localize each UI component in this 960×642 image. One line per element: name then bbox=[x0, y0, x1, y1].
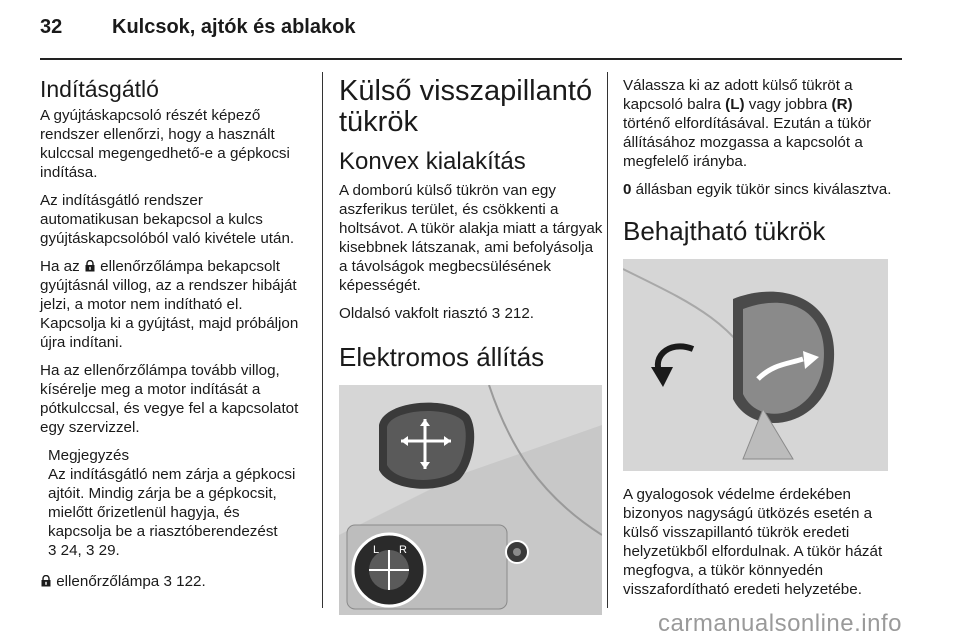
paragraph bbox=[623, 180, 903, 199]
note-body: Az indításgátló nem zárja a gépkocsi ajtóit. Mindig zárja be a gépkocsit, mielőtt őrizetlenül hagyja, és kapcsolja be a riasztóberendezést bbox=[48, 466, 296, 540]
column-3 bbox=[623, 76, 903, 608]
text: állásban egyik tükör sincs kiválasztva. bbox=[631, 181, 892, 198]
sub-heading: Konvex kialakítás bbox=[339, 148, 526, 175]
sub-heading: Elektromos állítás bbox=[339, 342, 545, 372]
sub-heading: Behajtható tükrök bbox=[623, 216, 826, 246]
paragraph: A gyalogosok védelme érdekében bizonyos nagyságú ütközés esetén a külső visszapillantó tükrök eredeti helyzetükből elfordulnak. A tükör házát megfogva, a tükör könnyedén visszafordítható eredeti helyzetébe. bbox=[623, 486, 883, 598]
immobiliser-lock-icon bbox=[40, 575, 52, 587]
column-1 bbox=[40, 76, 305, 600]
bold-text: 0 bbox=[623, 181, 632, 198]
paragraph: Az indításgátló rendszer automatikusan bekapcsol a kulcs gyújtáskapcsolóból való kivétele után. bbox=[40, 192, 295, 247]
text: vagy jobbra bbox=[744, 96, 832, 113]
bold-text: (R) bbox=[831, 96, 853, 113]
folding-mirror-illustration bbox=[623, 259, 888, 471]
watermark: carmanualsonline.info bbox=[658, 610, 902, 637]
page-header bbox=[40, 16, 355, 39]
paragraph: A domború külső tükrön van egy aszferikus terület, és csökkenti a holtsávot. A tükör alakja miatt a tárgyak kisebbnek látszanak, ami befolyásolja a távolságok megbecsülésének képességét. bbox=[339, 182, 603, 294]
paragraph bbox=[40, 572, 305, 591]
paragraph: Ha az ellenőrzőlámpa tovább villog, kísérelje meg a motor indítását a pótkulccsal, és vegye fel a kapcsolatot egy szervizzel. bbox=[40, 362, 299, 436]
text: ellenőrzőlámpa 3 122. bbox=[56, 573, 206, 590]
header-rule bbox=[40, 58, 902, 60]
mirror-switch-drawing bbox=[339, 385, 602, 615]
paragraph: A gyújtáskapcsoló részét képező rendszer ellenőrzi, hogy a használt kulccsal megengedhető-e a gépkocsi indítása. bbox=[40, 107, 290, 181]
immobiliser-lock-icon bbox=[84, 260, 96, 272]
switch-right-label: R bbox=[399, 544, 407, 556]
column-divider bbox=[322, 72, 323, 608]
mirror-switch-illustration bbox=[339, 385, 602, 615]
folding-mirror-drawing bbox=[623, 259, 888, 471]
note-title: Megjegyzés bbox=[48, 447, 130, 464]
text: Válassza ki az adott külső tükröt a kapcsoló balra bbox=[623, 77, 853, 113]
chapter-title: Kulcsok, ajtók és ablakok bbox=[112, 16, 356, 38]
bold-text: (L) bbox=[725, 96, 745, 113]
chapter-heading: Külső visszapillantó tükrök bbox=[339, 75, 593, 138]
text: történő elfordításával. Ezután a tükör állításához mozgassa a kapcsolót a megfelelő irányba. bbox=[623, 115, 872, 170]
text: Ha az bbox=[40, 258, 80, 275]
column-2 bbox=[339, 76, 604, 615]
note-box bbox=[40, 446, 305, 560]
paragraph: Oldalsó vakfolt riasztó 3 212. bbox=[339, 305, 535, 322]
page-number: 32 bbox=[40, 16, 63, 38]
column-divider bbox=[607, 72, 608, 608]
note-reference: 3 24, 3 29. bbox=[48, 542, 120, 559]
switch-left-label: L bbox=[373, 544, 380, 556]
paragraph bbox=[623, 76, 903, 171]
text: ellenőrzőlámpa bekapcsolt gyújtásnál villog, az a rendszer hibáját jelzi, a motor nem indítható el. Kapcsolja ki a gyújtást, majd próbáljon újra indítani. bbox=[40, 258, 299, 351]
section-heading: Indításgátló bbox=[40, 76, 159, 102]
paragraph bbox=[40, 257, 305, 352]
